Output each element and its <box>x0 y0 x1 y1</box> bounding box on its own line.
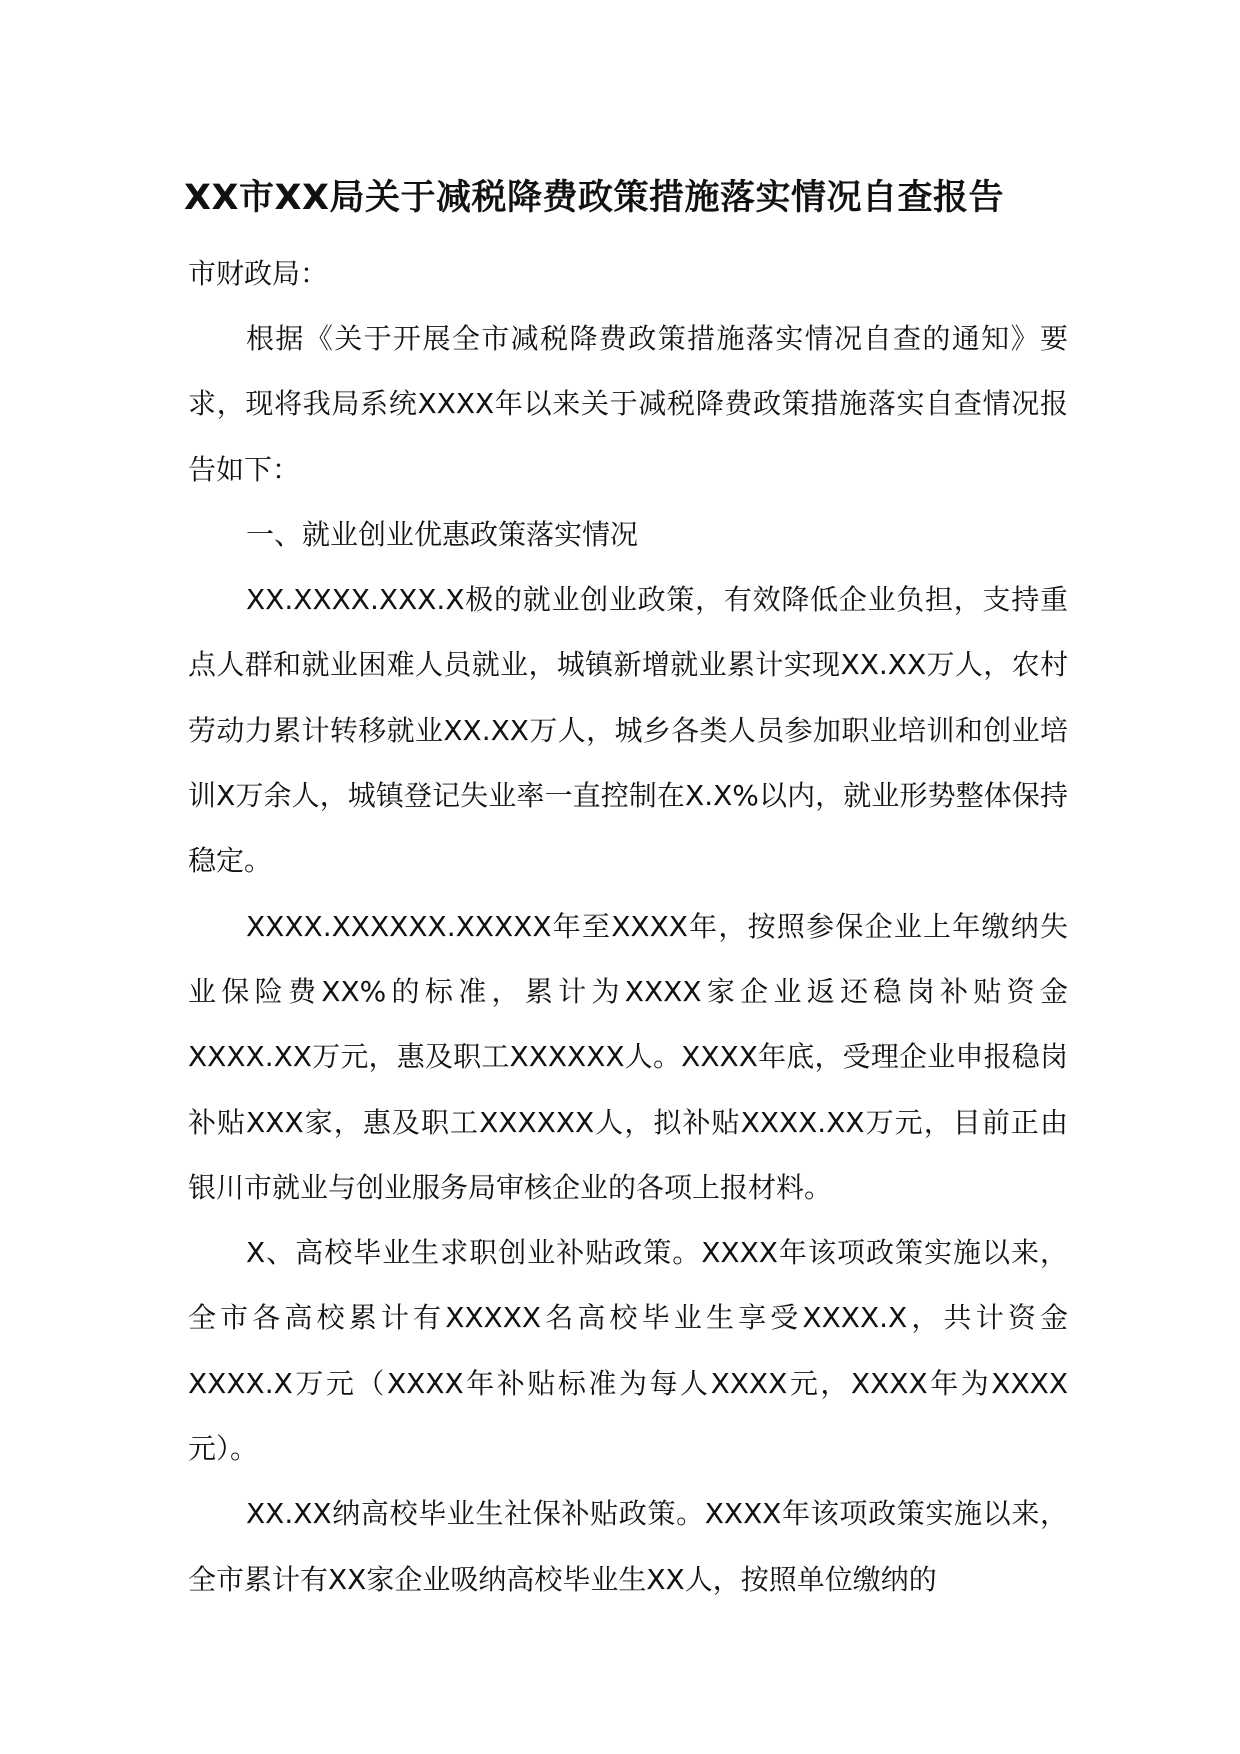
section-heading-employment: 一、就业创业优惠政策落实情况 <box>246 517 639 551</box>
paragraph-intro: 根据《关于开展全市减税降费政策措施落实情况自查的通知》要求，现将我局系统XXXX年以来关于减税降费政策措施落实自查情况报告如下： <box>188 322 1068 486</box>
paragraph-employment-policy: XX.XXXX.XXX.X极的就业创业政策，有效降低企业负担，支持重点人群和就业困难人员就业，城镇新增就业累计实现XX.XX万人，农村劳动力累计转移就业XX.XX万人，城乡各类人员参加职业培训和创业培训X万余人，城镇登记失业率一直控制在X.X%以内，就业形势整体保持稳定。 <box>188 583 1068 878</box>
salutation: 市财政局： <box>188 257 329 290</box>
paragraph-graduate-subsidy: X、高校毕业生求职创业补贴政策。XXXX年该项政策实施以来，全市各高校累计有XXXXX名高校毕业生享受XXXX.X，共计资金XXXX.X万元（XXXX年补贴标准为每人XXXX元，XXXX年为XXXX元）。 <box>188 1236 1068 1466</box>
paragraph-social-insurance-subsidy: XX.XX纳高校毕业生社保补贴政策。XXXX年该项政策实施以来，全市累计有XX家企业吸纳高校毕业生XX人，按照单位缴纳的 <box>188 1497 1068 1596</box>
document-title: XX市XX局关于减税降费政策措施落实情况自查报告 <box>184 178 1004 218</box>
document-page <box>184 168 1068 1612</box>
paragraph-job-subsidy: XXXX.XXXXXX.XXXXX年至XXXX年，按照参保企业上年缴纳失业保险费XX%的标准，累计为XXXX家企业返还稳岗补贴资金XXXX.XX万元，惠及职工XXXXXX人。XXXX年底，受理企业申报稳岗补贴XXX家，惠及职工XXXXXX人，拟补贴XXXX.XX万元，目前正由银川市就业与创业服务局审核企业的各项上报材料。 <box>188 909 1068 1204</box>
